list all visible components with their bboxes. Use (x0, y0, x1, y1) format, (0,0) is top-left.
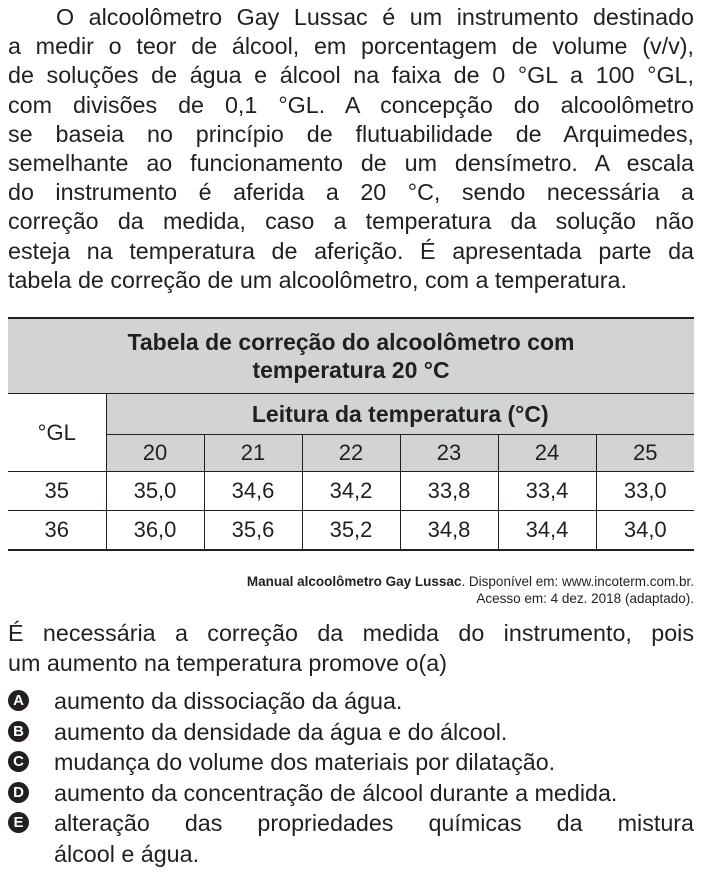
reading-cell: 33,0 (596, 472, 694, 511)
question-stem (8, 618, 694, 678)
option-c[interactable] (8, 747, 694, 778)
source-availability: . Disponível em: www.incoterm.com.br. (461, 574, 694, 589)
table-title (8, 318, 694, 394)
question-line: um aumento na temperatura promove o(a) (8, 650, 447, 676)
reading-cell: 35,6 (204, 511, 302, 551)
reading-cell: 35,2 (302, 511, 400, 551)
reading-cell: 33,8 (400, 472, 498, 511)
reading-cell: 34,4 (498, 511, 596, 551)
source-title: Manual alcoolômetro Gay Lussac (246, 574, 462, 589)
answer-options (8, 686, 694, 869)
reading-cell: 34,2 (302, 472, 400, 511)
option-a[interactable] (8, 686, 694, 717)
reading-cell: 36,0 (106, 511, 204, 551)
intro-line: a medir o teor de álcool, em porcentagem de volume (v/v), (8, 33, 694, 60)
option-letter-badge: A (8, 690, 29, 711)
question-line: É necessária a correção da medida do instrumento, pois (8, 620, 694, 646)
intro-line: correção da medida, caso a temperatura da solução não (8, 208, 694, 235)
reading-cell: 34,0 (596, 511, 694, 551)
option-text: álcool e água. (54, 840, 200, 867)
intro-line: O alcoolômetro Gay Lussac é um instrumento destinado (56, 4, 694, 30)
temperature-cell: 20 (106, 435, 204, 472)
option-letter-badge: B (8, 721, 29, 742)
table-title-line: Tabela de correção do alcoolômetro com (127, 329, 575, 355)
table-row (8, 511, 694, 551)
temperature-cell: 21 (204, 435, 302, 472)
gl-value: 35 (8, 472, 106, 511)
intro-line: de soluções de água e álcool na faixa de 0 °GL a 100 °GL, (8, 62, 694, 89)
option-text: mudança do volume dos materiais por dilatação. (54, 749, 556, 775)
temperature-cell: 23 (400, 435, 498, 472)
intro-line: semelhante ao funcionamento de um densímetro. A escala (8, 150, 694, 177)
option-text: aumento da concentração de álcool durante a medida. (54, 779, 618, 806)
option-d[interactable] (8, 778, 694, 809)
temperature-cell: 22 (302, 435, 400, 472)
option-text: aumento da dissociação da água. (54, 688, 403, 714)
intro-paragraph (8, 3, 694, 295)
table-row (8, 472, 694, 511)
intro-line: do instrumento é aferida a 20 °C, sendo necessária a (8, 179, 694, 206)
option-text: aumento da densidade da água e do álcool. (54, 718, 508, 745)
source-citation (94, 573, 694, 607)
option-letter-badge: D (8, 782, 29, 803)
option-letter-badge: C (8, 751, 29, 772)
correction-table (8, 317, 694, 551)
option-b[interactable] (8, 717, 694, 748)
intro-line: tabela de correção de um alcoolômetro, com a temperatura. (8, 266, 627, 293)
intro-line: esteja na temperatura de aferição. É apresentada parte da (8, 237, 694, 264)
reading-cell: 35,0 (106, 472, 204, 511)
intro-line: se baseia no princípio de flutuabilidade de Arquimedes, (8, 120, 694, 147)
gl-header: °GL (8, 394, 106, 472)
temperature-header: Leitura da temperatura (°C) (106, 394, 694, 435)
option-e[interactable] (8, 808, 694, 869)
reading-cell: 34,8 (400, 511, 498, 551)
source-access-date: Acesso em: 4 dez. 2018 (adaptado). (476, 591, 694, 606)
option-text: alteração das propriedades químicas da mistura (54, 810, 694, 836)
intro-line: com divisões de 0,1 °GL. A concepção do alcoolômetro (8, 91, 694, 118)
gl-value: 36 (8, 511, 106, 551)
option-letter-badge: E (8, 812, 29, 833)
reading-cell: 34,6 (204, 472, 302, 511)
temperature-cell: 24 (498, 435, 596, 472)
table-title-line: temperatura 20 °C (252, 357, 450, 383)
temperature-cell: 25 (596, 435, 694, 472)
reading-cell: 33,4 (498, 472, 596, 511)
